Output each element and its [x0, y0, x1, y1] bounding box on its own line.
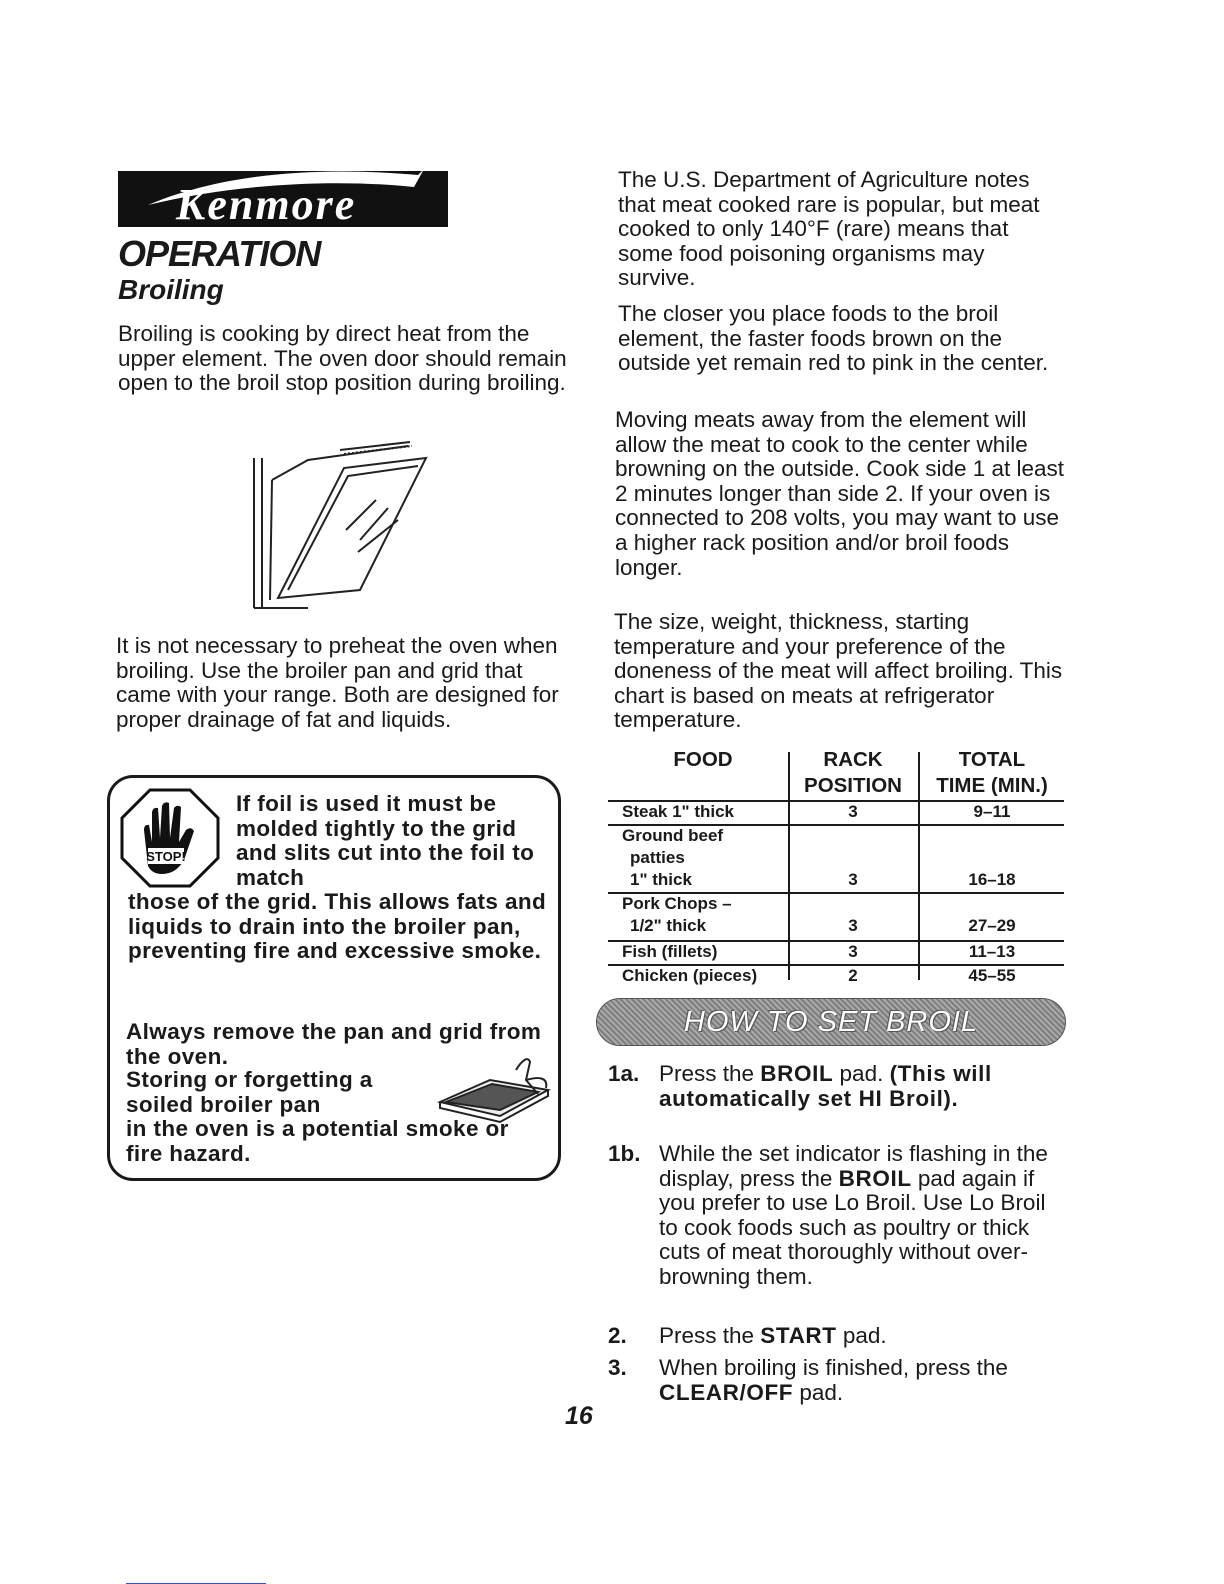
step-keyword: START — [760, 1323, 837, 1348]
step-number: 2. — [608, 1323, 627, 1348]
banner-title: HOW TO SET BROIL — [683, 1006, 979, 1038]
step-keyword: BROIL — [760, 1061, 834, 1086]
food-cell: 1" thick — [630, 870, 692, 889]
kenmore-swoosh-logo — [118, 165, 450, 227]
closer-paragraph: The closer you place foods to the broil element, the faster foods brown on the outside yet remain red to pink in the center. — [618, 301, 1049, 376]
step-text — [659, 1062, 1059, 1111]
step-number: 1b. — [608, 1141, 641, 1166]
warning-foil-text-b: those of the grid. This allows fats and liquids to drain into the broiler pan, preventing fire and excessive smoke. — [128, 889, 547, 964]
step-number: 1a. — [608, 1061, 640, 1086]
intro-paragraph: Broiling is cooking by direct heat from the upper element. The oven door should remain open to the broil stop position during broiling. — [118, 321, 567, 396]
stop-label: STOP! — [146, 849, 186, 864]
brand-name: Kenmore — [176, 180, 357, 227]
step-fragment: While the set indicator is flashing in the display, press the — [659, 1141, 1048, 1191]
column-header-food: FOOD — [673, 748, 733, 771]
step-fragment: Press the — [659, 1323, 761, 1348]
step-fragment: pad again if you prefer to use Lo Broil. Use Lo Broil to cook foods such as poultry or thick cuts of meat thoroughly without over-browning them. — [659, 1165, 1046, 1289]
step-text — [659, 1324, 1059, 1349]
stop-hand-icon — [118, 786, 222, 890]
chart-basis-paragraph: The size, weight, thickness, starting temperature and your preference of the doneness of the meat will affect broiling. This chart is based on meats at refrigerator temperature. — [614, 609, 1063, 733]
moving-meats-paragraph: Moving meats away from the element will allow the meat to cook to the center while browning on the outside. Cook side 1 at least 2 minutes longer than side 2. If your oven is connected to 208 volts, you may want to use a higher rack position and/or broil foods longer. — [615, 407, 1065, 580]
warning-hazard-text: in the oven is a potential smoke or fire hazard. — [126, 1116, 509, 1166]
step-fragment: pad. — [836, 1323, 887, 1348]
step-text — [659, 1142, 1059, 1290]
warning-storing-text: Storing or forgetting a soiled broiler pan — [126, 1067, 373, 1117]
food-cell: 1/2" thick — [630, 916, 707, 935]
food-cell: Steak 1" thick — [622, 802, 735, 821]
step-text — [659, 1356, 1059, 1405]
rack-cell: 2 — [848, 966, 858, 985]
column-header-rack-1: RACK — [823, 748, 883, 771]
time-cell: 45–55 — [968, 966, 1016, 985]
broiler-pan-illustration — [430, 1050, 554, 1126]
step-keyword: BROIL — [838, 1165, 912, 1191]
usda-paragraph: The U.S. Department of Agriculture notes that meat cooked rare is popular, but meat cooked to only 140°F (rare) means that some food poisoning organisms may survive. — [618, 167, 1040, 291]
rack-cell: 3 — [848, 916, 858, 935]
rack-cell: 3 — [848, 870, 858, 889]
step-keyword: CLEAR/OFF — [659, 1379, 794, 1405]
section-subtitle: Broiling — [118, 274, 224, 305]
rack-cell: 3 — [848, 942, 858, 961]
step-fragment: pad. — [833, 1061, 890, 1086]
step-fragment: Press the — [659, 1061, 761, 1086]
time-cell: 16–18 — [968, 870, 1016, 889]
column-header-rack-2: POSITION — [804, 774, 902, 797]
food-cell: Pork Chops – — [622, 894, 732, 913]
food-cell: patties — [630, 848, 685, 867]
warning-foil-text-a: If foil is used it must be molded tightly to the grid and slits cut into the foil to match — [236, 791, 535, 890]
section-title: OPERATION — [118, 233, 321, 274]
step-number: 3. — [608, 1355, 627, 1380]
preheat-paragraph: It is not necessary to preheat the oven when broiling. Use the broiler pan and grid that came with your range. Both are designed for proper drainage of fat and liquids. — [116, 633, 559, 732]
food-cell: Ground beef — [622, 826, 724, 845]
time-cell: 9–11 — [973, 802, 1011, 821]
food-cell: Fish (fillets) — [622, 942, 718, 961]
open-oven-door-illustration — [248, 440, 438, 612]
time-cell: 27–29 — [968, 916, 1016, 935]
step-keyword: (This will automatically set HI Broil). — [659, 1061, 992, 1111]
step-fragment: When broiling is finished, press the — [659, 1355, 1008, 1380]
page-number: 16 — [565, 1402, 593, 1430]
step-fragment: pad. — [793, 1379, 844, 1405]
rack-cell: 3 — [848, 802, 858, 821]
column-header-time-2: TIME (MIN.) — [936, 774, 1048, 797]
food-cell: Chicken (pieces) — [622, 966, 758, 985]
time-cell: 11–13 — [968, 942, 1016, 961]
warning-remove-text: Always remove the pan and grid from the oven. — [126, 1019, 542, 1069]
column-header-time-1: TOTAL — [958, 748, 1026, 771]
